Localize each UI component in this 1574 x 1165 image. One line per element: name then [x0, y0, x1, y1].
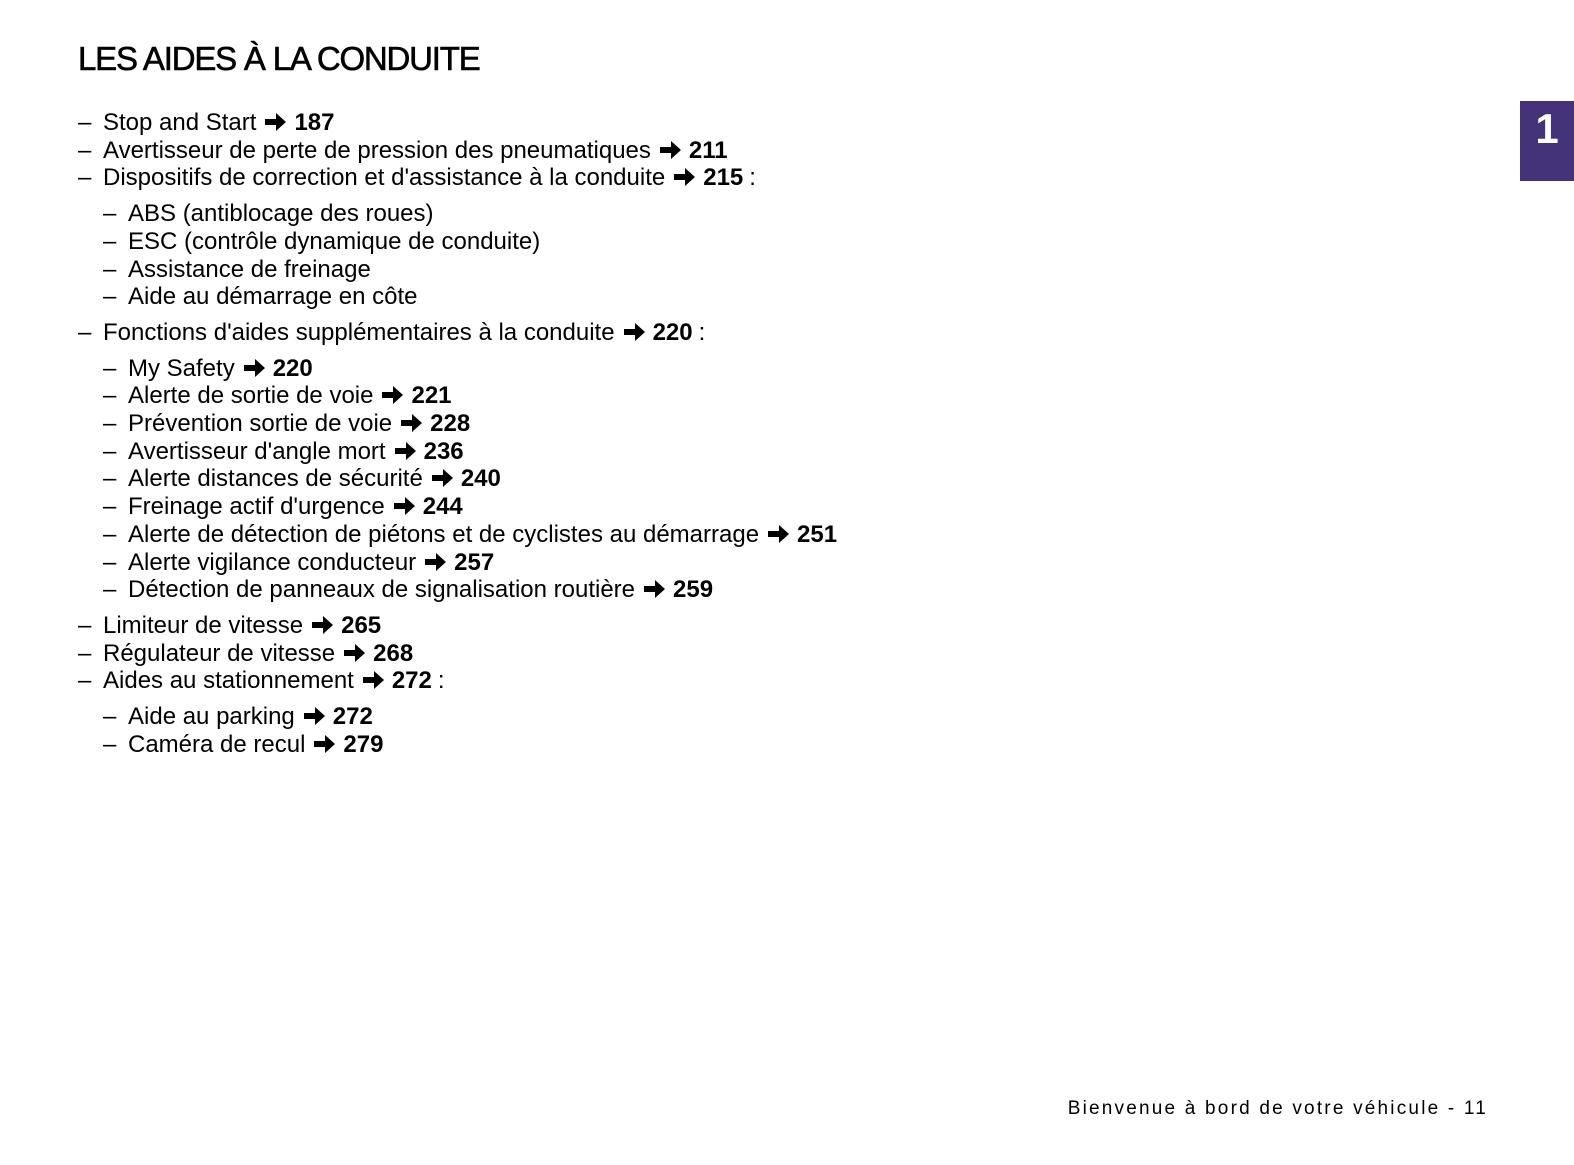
toc-subentry[interactable]: [78, 731, 837, 759]
entry-colon: :: [749, 164, 756, 192]
toc-subentry[interactable]: [78, 703, 837, 731]
list-dash: –: [103, 410, 117, 438]
toc-subentry[interactable]: [78, 549, 837, 577]
toc-group: [78, 200, 837, 311]
page-number[interactable]: 240: [460, 465, 501, 493]
entry-label: Avertisseur de perte de pression des pneumatiques: [103, 136, 651, 164]
toc-entry[interactable]: [78, 667, 837, 695]
list-dash: –: [78, 639, 92, 667]
page-number[interactable]: 251: [797, 520, 838, 548]
entry-label: Alerte de détection de piétons et de cyclistes au démarrage: [128, 520, 760, 548]
page-number[interactable]: 215: [703, 164, 744, 192]
entry-content: [103, 640, 413, 668]
entry-content: [128, 731, 383, 759]
list-dash: –: [103, 520, 117, 548]
list-dash: –: [103, 437, 117, 465]
entry-colon: :: [698, 318, 706, 346]
toc-subentry[interactable]: [78, 521, 837, 549]
toc-subentry[interactable]: [78, 465, 837, 493]
arrow-right-icon: [382, 385, 404, 405]
arrow-right-icon: [312, 615, 334, 635]
entry-label: Aide au démarrage en côte: [128, 283, 418, 311]
list-dash: –: [78, 318, 92, 346]
arrow-right-icon: [432, 468, 454, 488]
entry-label: Caméra de recul: [128, 730, 306, 758]
entry-content: [128, 256, 371, 284]
list-dash: –: [103, 548, 117, 576]
toc-subentry[interactable]: [78, 355, 837, 383]
arrow-right-icon: [363, 670, 385, 690]
toc-subentry[interactable]: [78, 438, 837, 466]
toc-group: [78, 109, 837, 192]
arrow-right-icon: [674, 167, 696, 187]
list-dash: –: [103, 227, 117, 255]
entry-content: [103, 109, 334, 137]
arrow-right-icon: [644, 579, 666, 599]
list-dash: –: [78, 667, 92, 695]
entry-label: Régulateur de vitesse: [103, 639, 336, 667]
entry-label: Alerte distances de sécurité: [128, 465, 423, 493]
entry-content: [128, 410, 470, 438]
entry-content: [103, 667, 445, 695]
toc-entry[interactable]: [78, 109, 837, 137]
entry-content: [103, 137, 728, 165]
page-number[interactable]: 236: [423, 437, 464, 465]
entry-label: Aides au stationnement: [103, 667, 354, 695]
entry-label: Détection de panneaux de signalisation routière: [128, 576, 636, 604]
entry-label: Stop and Start: [103, 109, 257, 136]
arrow-right-icon: [304, 706, 326, 726]
toc-subentry[interactable]: [78, 228, 837, 256]
list-dash: –: [103, 465, 117, 493]
entry-label: Alerte vigilance conducteur: [128, 548, 417, 576]
entry-content: [103, 164, 756, 192]
list-dash: –: [78, 109, 92, 136]
entry-label: Avertisseur d'angle mort: [128, 437, 386, 465]
arrow-right-icon: [244, 358, 266, 378]
arrow-right-icon: [395, 441, 417, 461]
arrow-right-icon: [344, 643, 366, 663]
list-dash: –: [103, 255, 117, 283]
toc-entry[interactable]: [78, 640, 837, 668]
page-number[interactable]: 228: [430, 410, 471, 438]
toc-subentry[interactable]: [78, 576, 837, 604]
page-number[interactable]: 220: [272, 354, 313, 382]
entry-content: [128, 703, 373, 731]
toc-subentry[interactable]: [78, 283, 837, 311]
arrow-right-icon: [314, 734, 336, 754]
toc-subentry[interactable]: [78, 200, 837, 228]
page-number[interactable]: 221: [411, 382, 452, 410]
list-dash: –: [103, 576, 117, 604]
toc-group: [78, 612, 837, 695]
page-number[interactable]: 187: [294, 109, 335, 136]
toc-group: [78, 319, 837, 347]
page-number[interactable]: 272: [332, 703, 373, 731]
list-dash: –: [103, 703, 117, 731]
page-number[interactable]: 272: [391, 667, 432, 695]
page-number[interactable]: 244: [422, 493, 463, 521]
page-footer: Bienvenue à bord de votre véhicule - 11: [1067, 1098, 1488, 1119]
page-number[interactable]: 268: [373, 639, 414, 667]
toc-entry[interactable]: [78, 137, 837, 165]
entry-colon: :: [437, 667, 445, 695]
entry-content: [128, 200, 434, 228]
arrow-right-icon: [768, 524, 790, 544]
chapter-tab: 1: [1520, 101, 1574, 181]
page-number[interactable]: 265: [341, 611, 382, 639]
arrow-right-icon: [425, 552, 447, 572]
toc-subentry[interactable]: [78, 256, 837, 284]
toc-group: [78, 355, 837, 604]
list-dash: –: [103, 493, 117, 521]
entry-label: ABS (antiblocage des roues): [128, 200, 434, 228]
toc-subentry[interactable]: [78, 382, 837, 410]
page-number[interactable]: 257: [454, 548, 495, 576]
entry-content: [128, 465, 501, 493]
page-number[interactable]: 259: [673, 576, 714, 604]
list-dash: –: [103, 354, 117, 382]
arrow-right-icon: [265, 112, 287, 132]
arrow-right-icon: [401, 413, 423, 433]
entry-content: [128, 493, 463, 521]
arrow-right-icon: [394, 496, 416, 516]
entry-label: Limiteur de vitesse: [103, 611, 304, 639]
list-dash: –: [78, 136, 92, 164]
entry-label: Dispositifs de correction et d'assistance à la conduite: [103, 164, 666, 192]
entry-content: [128, 382, 452, 410]
entry-content: [128, 228, 540, 256]
entry-label: ESC (contrôle dynamique de conduite): [128, 227, 541, 255]
entry-content: [128, 355, 313, 383]
page-number[interactable]: 220: [652, 318, 693, 346]
page-number[interactable]: 211: [688, 136, 728, 164]
entry-content: [128, 576, 713, 604]
page-title: LES AIDES À LA CONDUITE: [78, 40, 480, 77]
entry-content: [128, 521, 837, 549]
entry-label: Aide au parking: [128, 703, 295, 731]
toc-subentry[interactable]: [78, 493, 837, 521]
list-dash: –: [103, 730, 117, 758]
page-number[interactable]: 279: [343, 730, 384, 758]
list-dash: –: [103, 200, 117, 228]
entry-label: Prévention sortie de voie: [128, 410, 393, 438]
entry-label: Fonctions d'aides supplémentaires à la conduite: [103, 318, 615, 346]
toc-entry[interactable]: [78, 164, 837, 192]
toc-group: [78, 703, 837, 758]
entry-content: [103, 612, 381, 640]
list-dash: –: [103, 283, 117, 311]
entry-label: Freinage actif d'urgence: [128, 493, 385, 521]
toc-entry[interactable]: [78, 612, 837, 640]
entry-label: Alerte de sortie de voie: [128, 382, 374, 410]
entry-content: [128, 549, 494, 577]
table-of-contents: [78, 109, 837, 766]
entry-content: [128, 438, 464, 466]
toc-entry[interactable]: [78, 319, 837, 347]
entry-label: Assistance de freinage: [128, 255, 371, 283]
entry-label: My Safety: [128, 354, 235, 382]
toc-subentry[interactable]: [78, 410, 837, 438]
list-dash: –: [103, 382, 117, 410]
arrow-right-icon: [660, 140, 682, 160]
list-dash: –: [78, 164, 92, 192]
list-dash: –: [78, 611, 92, 639]
arrow-right-icon: [624, 322, 646, 342]
entry-content: [103, 319, 705, 347]
entry-content: [128, 283, 418, 311]
